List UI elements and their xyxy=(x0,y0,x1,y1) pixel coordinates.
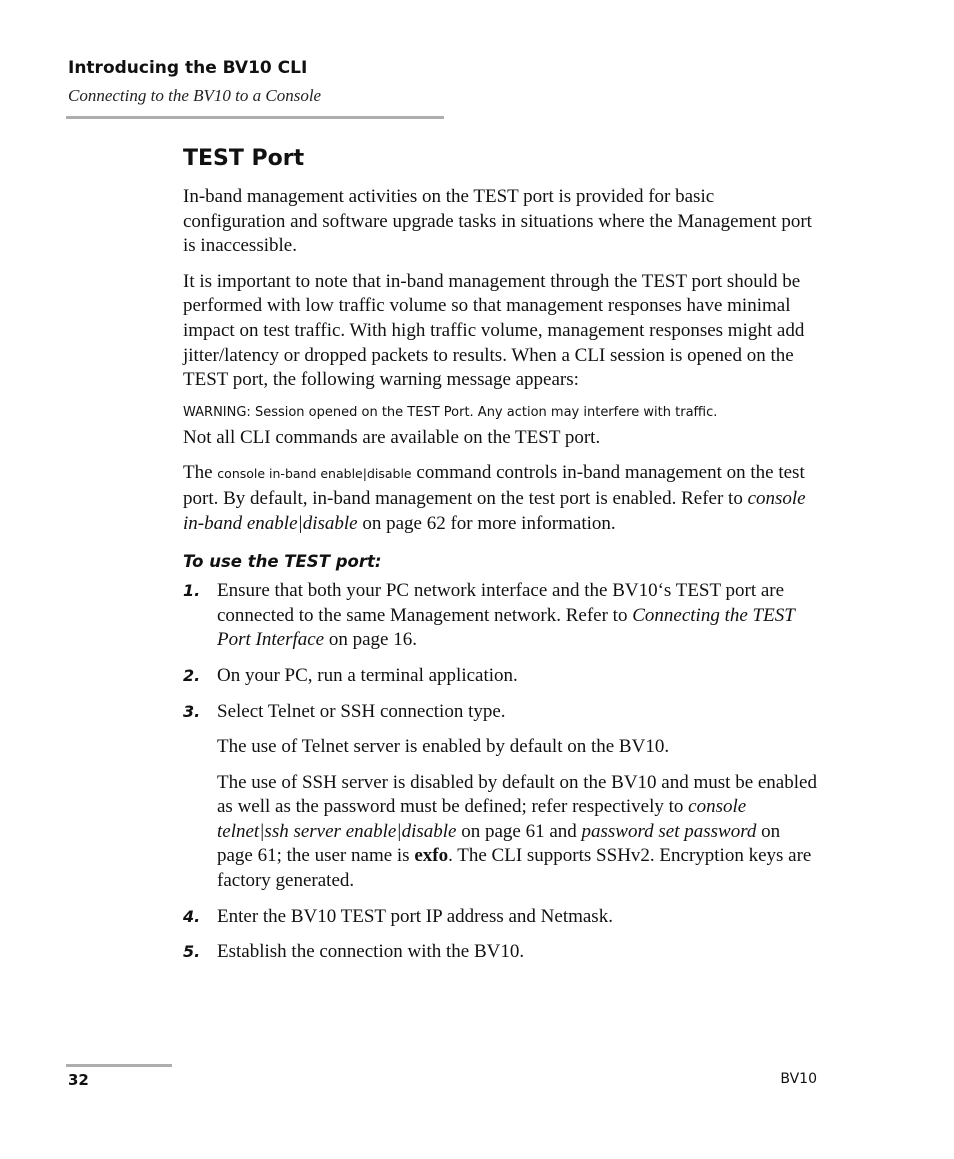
paragraph-intro: In-band management activities on the TEST port is provided for basic configuration and software upgrade tasks in situations where the Management port is inaccessible. xyxy=(183,186,812,257)
page-header xyxy=(68,58,321,106)
product-name: BV10 xyxy=(780,1071,817,1087)
main-content xyxy=(183,146,819,976)
text-run: on page 61 and xyxy=(456,820,582,842)
step-text: Enter the BV10 TEST port IP address and Netmask. xyxy=(217,905,613,927)
paragraph-traffic-note: It is important to note that in-band management through the TEST port should be performed with low traffic volume so that management responses have minimal impact on test traffic. With high traffic volume, management responses might add jitter/latency or dropped packets to results. When a CLI session is opened on the TEST port, the following warning message appears: xyxy=(183,270,805,391)
procedure-step xyxy=(183,579,819,653)
paragraph-commands-note: Not all CLI commands are available on the TEST port. xyxy=(183,426,601,448)
footer-divider xyxy=(66,1064,172,1067)
cross-reference-link[interactable]: Connecting the TEST Port Interface xyxy=(217,604,795,651)
procedure-steps xyxy=(183,579,819,965)
procedure-step xyxy=(183,700,819,894)
page-heading: TEST Port xyxy=(183,146,305,171)
paragraph-inband-command xyxy=(183,461,819,536)
procedure-step xyxy=(183,905,819,930)
warning-message: WARNING: Session opened on the TEST Port. Any action may interfere with traffic. xyxy=(183,404,718,420)
page-number: 32 xyxy=(68,1071,89,1089)
text-run: Ensure that both your PC network interface and the BV10‘s TEST port are connected to the same Management network. Refer to xyxy=(217,580,785,626)
step-number: 3. xyxy=(183,701,201,721)
procedure-title: To use the TEST port: xyxy=(183,552,382,572)
cross-reference-link[interactable]: console in-band enable|disable xyxy=(183,487,806,534)
step-text: On your PC, run a terminal application. xyxy=(217,664,518,686)
text-run: . The CLI supports SSHv2. Encryption keys are factory generated. xyxy=(217,845,812,892)
text-run: on page 16. xyxy=(324,629,417,651)
section-title: Connecting to the BV10 to a Console xyxy=(68,86,322,105)
text-run: on page 61; the user name is xyxy=(217,820,781,867)
text-run: The xyxy=(183,462,218,484)
step-number: 1. xyxy=(183,581,201,601)
username-value: exfo xyxy=(414,845,449,867)
step-text xyxy=(217,579,819,653)
step-text: Establish the connection with the BV10. xyxy=(217,941,525,963)
step-number: 5. xyxy=(183,942,201,962)
cross-reference-link[interactable]: console telnet|ssh server enable|disable xyxy=(217,796,747,842)
procedure-step xyxy=(183,664,819,689)
text-run: The use of SSH server is disabled by default on the BV10 and must be enabled as well as the password must be defined; refer respectively to xyxy=(217,771,817,818)
step-number: 4. xyxy=(183,906,201,926)
step-number: 2. xyxy=(183,665,201,685)
text-run: command controls in-band management on the test port. By default, in-band management on the test port is enabled. Refer to xyxy=(183,462,805,509)
header-divider xyxy=(66,116,444,119)
text-run: on page 62 for more information. xyxy=(357,512,616,534)
command-code: console in-band enable|disable xyxy=(217,466,412,482)
step-note-telnet: The use of Telnet server is enabled by default on the BV10. xyxy=(217,736,670,758)
procedure-step xyxy=(183,940,819,965)
step-note-ssh xyxy=(217,771,819,894)
step-text: Select Telnet or SSH connection type. xyxy=(217,700,506,722)
cross-reference-link[interactable]: password set password xyxy=(581,820,757,842)
chapter-title: Introducing the BV10 CLI xyxy=(68,58,308,78)
